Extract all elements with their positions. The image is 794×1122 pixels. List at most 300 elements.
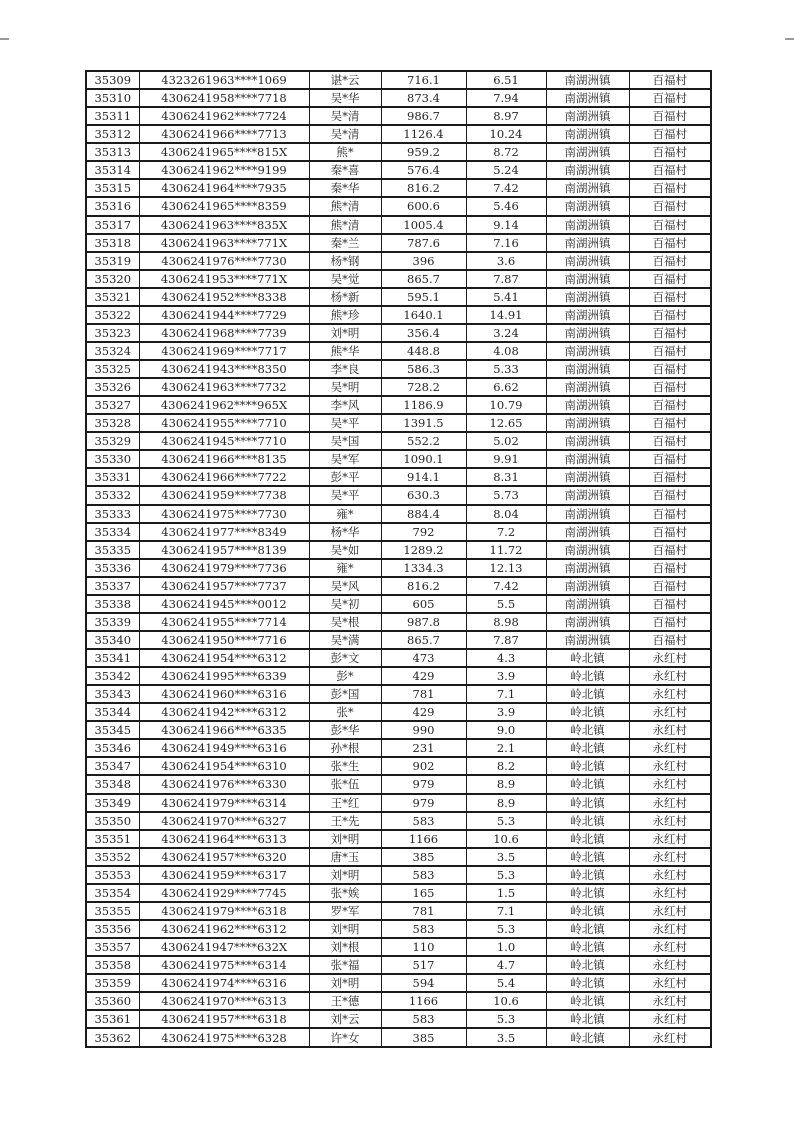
cell-rate: 7.87 xyxy=(466,270,546,288)
cell-id-number: 4306241979****7736 xyxy=(139,559,309,577)
table-row xyxy=(86,866,711,884)
cell-name: 吴*满 xyxy=(309,631,381,649)
cell-name: 吴*华 xyxy=(309,89,381,107)
cell-village: 百福村 xyxy=(629,89,711,107)
table-row xyxy=(86,378,711,396)
cell-rate: 7.2 xyxy=(466,523,546,541)
cell-town: 南湖洲镇 xyxy=(546,324,629,342)
cell-amount: 781 xyxy=(381,902,466,920)
cell-serial: 35354 xyxy=(86,884,139,902)
cell-village: 永红村 xyxy=(629,649,711,667)
cell-town: 岭北镇 xyxy=(546,775,629,793)
cell-name: 刘*云 xyxy=(309,1010,381,1028)
cell-serial: 35316 xyxy=(86,197,139,215)
cell-name: 杨*华 xyxy=(309,523,381,541)
cell-village: 永红村 xyxy=(629,866,711,884)
cell-name: 罗*军 xyxy=(309,902,381,920)
table-row xyxy=(86,396,711,414)
cell-serial: 35327 xyxy=(86,396,139,414)
cell-rate: 3.24 xyxy=(466,324,546,342)
cell-name: 刘*根 xyxy=(309,938,381,956)
cell-serial: 35332 xyxy=(86,486,139,504)
cell-village: 百福村 xyxy=(629,360,711,378)
cell-amount: 583 xyxy=(381,920,466,938)
cell-town: 南湖洲镇 xyxy=(546,577,629,595)
cell-id-number: 4306241959****7738 xyxy=(139,486,309,504)
cell-id-number: 4306241963****7732 xyxy=(139,378,309,396)
cell-amount: 356.4 xyxy=(381,324,466,342)
table-row xyxy=(86,956,711,974)
cell-village: 永红村 xyxy=(629,992,711,1010)
cell-village: 百福村 xyxy=(629,432,711,450)
cell-rate: 8.31 xyxy=(466,468,546,486)
cell-id-number: 4306241965****8359 xyxy=(139,197,309,215)
cell-amount: 902 xyxy=(381,757,466,775)
cell-name: 张*福 xyxy=(309,956,381,974)
cell-amount: 429 xyxy=(381,667,466,685)
cell-town: 岭北镇 xyxy=(546,902,629,920)
table-row xyxy=(86,486,711,504)
cell-id-number: 4306241950****7716 xyxy=(139,631,309,649)
cell-id-number: 4306241963****771X xyxy=(139,234,309,252)
cell-town: 南湖洲镇 xyxy=(546,559,629,577)
table-row xyxy=(86,216,711,234)
cell-serial: 35321 xyxy=(86,288,139,306)
cell-rate: 8.9 xyxy=(466,775,546,793)
cell-amount: 552.2 xyxy=(381,432,466,450)
cell-name: 李*良 xyxy=(309,360,381,378)
cell-town: 南湖洲镇 xyxy=(546,89,629,107)
cell-id-number: 4306241979****6314 xyxy=(139,794,309,812)
cell-id-number: 4306241949****6316 xyxy=(139,739,309,757)
cell-id-number: 4306241944****7729 xyxy=(139,306,309,324)
cell-id-number: 4306241962****9199 xyxy=(139,161,309,179)
cell-serial: 35312 xyxy=(86,125,139,143)
cell-serial: 35341 xyxy=(86,649,139,667)
cell-rate: 7.16 xyxy=(466,234,546,252)
cell-serial: 35319 xyxy=(86,252,139,270)
table-row xyxy=(86,71,711,89)
cell-id-number: 4306241957****7737 xyxy=(139,577,309,595)
cell-village: 百福村 xyxy=(629,486,711,504)
cell-town: 岭北镇 xyxy=(546,1010,629,1028)
cell-serial: 35355 xyxy=(86,902,139,920)
cell-amount: 583 xyxy=(381,1010,466,1028)
table-row xyxy=(86,342,711,360)
cell-id-number: 4306241966****7722 xyxy=(139,468,309,486)
cell-rate: 8.04 xyxy=(466,505,546,523)
cell-serial: 35330 xyxy=(86,450,139,468)
cell-village: 百福村 xyxy=(629,505,711,523)
cell-id-number: 4306241942****6312 xyxy=(139,703,309,721)
cell-rate: 8.72 xyxy=(466,143,546,161)
cell-rate: 9.14 xyxy=(466,216,546,234)
cell-town: 岭北镇 xyxy=(546,830,629,848)
cell-id-number: 4306241975****6314 xyxy=(139,956,309,974)
cell-rate: 3.6 xyxy=(466,252,546,270)
cell-serial: 35310 xyxy=(86,89,139,107)
cell-amount: 231 xyxy=(381,739,466,757)
cell-name: 吴*根 xyxy=(309,613,381,631)
cell-town: 岭北镇 xyxy=(546,703,629,721)
cell-village: 百福村 xyxy=(629,71,711,89)
cell-town: 南湖洲镇 xyxy=(546,378,629,396)
cell-town: 南湖洲镇 xyxy=(546,450,629,468)
cell-town: 南湖洲镇 xyxy=(546,197,629,215)
cell-id-number: 4306241955****7714 xyxy=(139,613,309,631)
cell-id-number: 4306241964****7935 xyxy=(139,179,309,197)
cell-rate: 7.87 xyxy=(466,631,546,649)
cell-amount: 517 xyxy=(381,956,466,974)
cell-amount: 716.1 xyxy=(381,71,466,89)
cell-amount: 979 xyxy=(381,775,466,793)
table-row xyxy=(86,234,711,252)
cell-rate: 4.7 xyxy=(466,956,546,974)
cell-village: 百福村 xyxy=(629,306,711,324)
cell-rate: 5.3 xyxy=(466,920,546,938)
table-row xyxy=(86,197,711,215)
cell-serial: 35338 xyxy=(86,595,139,613)
cell-town: 南湖洲镇 xyxy=(546,631,629,649)
cell-serial: 35350 xyxy=(86,812,139,830)
cell-serial: 35362 xyxy=(86,1028,139,1047)
cell-village: 百福村 xyxy=(629,523,711,541)
cell-name: 吴*清 xyxy=(309,107,381,125)
cell-town: 岭北镇 xyxy=(546,649,629,667)
cell-village: 永红村 xyxy=(629,938,711,956)
cell-rate: 7.42 xyxy=(466,179,546,197)
cell-amount: 385 xyxy=(381,848,466,866)
cell-name: 吴*初 xyxy=(309,595,381,613)
cell-id-number: 4306241959****6317 xyxy=(139,866,309,884)
cell-serial: 35325 xyxy=(86,360,139,378)
cell-amount: 816.2 xyxy=(381,179,466,197)
cell-serial: 35324 xyxy=(86,342,139,360)
cell-name: 王*德 xyxy=(309,992,381,1010)
cell-town: 南湖洲镇 xyxy=(546,288,629,306)
cell-village: 百福村 xyxy=(629,234,711,252)
cell-amount: 473 xyxy=(381,649,466,667)
cell-town: 岭北镇 xyxy=(546,757,629,775)
cell-town: 南湖洲镇 xyxy=(546,143,629,161)
cell-village: 百福村 xyxy=(629,125,711,143)
cell-amount: 987.8 xyxy=(381,613,466,631)
cell-amount: 1090.1 xyxy=(381,450,466,468)
cell-rate: 5.4 xyxy=(466,974,546,992)
cell-town: 南湖洲镇 xyxy=(546,216,629,234)
cell-village: 永红村 xyxy=(629,1010,711,1028)
cell-amount: 165 xyxy=(381,884,466,902)
cell-town: 岭北镇 xyxy=(546,956,629,974)
cell-id-number: 4306241964****6313 xyxy=(139,830,309,848)
table-row xyxy=(86,143,711,161)
cell-rate: 5.33 xyxy=(466,360,546,378)
cell-rate: 12.13 xyxy=(466,559,546,577)
cell-id-number: 4306241953****771X xyxy=(139,270,309,288)
cell-amount: 787.6 xyxy=(381,234,466,252)
cell-name: 王*红 xyxy=(309,794,381,812)
table-row xyxy=(86,1010,711,1028)
cell-rate: 5.41 xyxy=(466,288,546,306)
table-row xyxy=(86,468,711,486)
cell-name: 谌*云 xyxy=(309,71,381,89)
cell-id-number: 4323261963****1069 xyxy=(139,71,309,89)
cell-serial: 35356 xyxy=(86,920,139,938)
cell-town: 岭北镇 xyxy=(546,812,629,830)
cell-town: 岭北镇 xyxy=(546,1028,629,1047)
cell-village: 百福村 xyxy=(629,559,711,577)
roster-table xyxy=(85,70,712,1048)
table-row xyxy=(86,794,711,812)
cell-rate: 9.0 xyxy=(466,721,546,739)
cell-village: 百福村 xyxy=(629,197,711,215)
cell-name: 刘*明 xyxy=(309,830,381,848)
table-row xyxy=(86,432,711,450)
table-row xyxy=(86,450,711,468)
cell-town: 南湖洲镇 xyxy=(546,396,629,414)
cell-town: 岭北镇 xyxy=(546,739,629,757)
cell-village: 永红村 xyxy=(629,1028,711,1047)
cell-id-number: 4306241975****6328 xyxy=(139,1028,309,1047)
cell-serial: 35351 xyxy=(86,830,139,848)
cell-village: 百福村 xyxy=(629,270,711,288)
cell-serial: 35361 xyxy=(86,1010,139,1028)
cell-town: 南湖洲镇 xyxy=(546,468,629,486)
table-row xyxy=(86,523,711,541)
cell-rate: 8.9 xyxy=(466,794,546,812)
table-row xyxy=(86,992,711,1010)
cell-name: 彭*文 xyxy=(309,649,381,667)
cell-village: 百福村 xyxy=(629,107,711,125)
cell-serial: 35343 xyxy=(86,685,139,703)
cell-village: 百福村 xyxy=(629,450,711,468)
table-row xyxy=(86,920,711,938)
cell-serial: 35323 xyxy=(86,324,139,342)
cell-serial: 35342 xyxy=(86,667,139,685)
cell-amount: 865.7 xyxy=(381,270,466,288)
cell-id-number: 4306241966****6335 xyxy=(139,721,309,739)
cell-id-number: 4306241954****6312 xyxy=(139,649,309,667)
table-row xyxy=(86,1028,711,1047)
cell-id-number: 4306241947****632X xyxy=(139,938,309,956)
cell-name: 彭* xyxy=(309,667,381,685)
cell-rate: 5.5 xyxy=(466,595,546,613)
cell-amount: 1005.4 xyxy=(381,216,466,234)
cell-town: 南湖洲镇 xyxy=(546,595,629,613)
cell-village: 永红村 xyxy=(629,974,711,992)
cell-name: 雍* xyxy=(309,505,381,523)
table-row xyxy=(86,848,711,866)
cell-village: 永红村 xyxy=(629,739,711,757)
cell-village: 永红村 xyxy=(629,830,711,848)
cell-rate: 14.91 xyxy=(466,306,546,324)
cell-id-number: 4306241945****0012 xyxy=(139,595,309,613)
left-edge-mark xyxy=(0,38,9,40)
cell-name: 吴*觉 xyxy=(309,270,381,288)
cell-village: 百福村 xyxy=(629,613,711,631)
cell-rate: 10.6 xyxy=(466,992,546,1010)
cell-name: 吴*如 xyxy=(309,541,381,559)
cell-amount: 630.3 xyxy=(381,486,466,504)
cell-amount: 600.6 xyxy=(381,197,466,215)
table-row xyxy=(86,541,711,559)
cell-rate: 3.5 xyxy=(466,848,546,866)
cell-amount: 586.3 xyxy=(381,360,466,378)
cell-rate: 8.97 xyxy=(466,107,546,125)
cell-name: 吴*风 xyxy=(309,577,381,595)
cell-village: 永红村 xyxy=(629,721,711,739)
cell-amount: 583 xyxy=(381,812,466,830)
cell-town: 岭北镇 xyxy=(546,884,629,902)
table-row xyxy=(86,685,711,703)
table-row xyxy=(86,179,711,197)
cell-village: 永红村 xyxy=(629,775,711,793)
cell-serial: 35349 xyxy=(86,794,139,812)
table-row xyxy=(86,324,711,342)
cell-amount: 110 xyxy=(381,938,466,956)
cell-id-number: 4306241965****815X xyxy=(139,143,309,161)
cell-rate: 3.9 xyxy=(466,667,546,685)
table-row xyxy=(86,270,711,288)
cell-rate: 8.98 xyxy=(466,613,546,631)
cell-town: 南湖洲镇 xyxy=(546,179,629,197)
cell-town: 岭北镇 xyxy=(546,848,629,866)
right-edge-mark xyxy=(785,38,794,40)
cell-name: 刘*明 xyxy=(309,920,381,938)
cell-rate: 5.3 xyxy=(466,1010,546,1028)
cell-village: 永红村 xyxy=(629,956,711,974)
cell-id-number: 4306241968****7739 xyxy=(139,324,309,342)
cell-serial: 35320 xyxy=(86,270,139,288)
cell-name: 秦*兰 xyxy=(309,234,381,252)
cell-village: 百福村 xyxy=(629,541,711,559)
cell-town: 南湖洲镇 xyxy=(546,505,629,523)
cell-town: 南湖洲镇 xyxy=(546,107,629,125)
cell-village: 永红村 xyxy=(629,794,711,812)
cell-rate: 5.24 xyxy=(466,161,546,179)
table-row xyxy=(86,631,711,649)
cell-amount: 1166 xyxy=(381,830,466,848)
cell-town: 岭北镇 xyxy=(546,992,629,1010)
cell-rate: 10.24 xyxy=(466,125,546,143)
cell-id-number: 4306241977****8349 xyxy=(139,523,309,541)
table-row xyxy=(86,739,711,757)
table-row xyxy=(86,613,711,631)
cell-amount: 990 xyxy=(381,721,466,739)
cell-id-number: 4306241929****7745 xyxy=(139,884,309,902)
cell-serial: 35317 xyxy=(86,216,139,234)
cell-rate: 5.02 xyxy=(466,432,546,450)
table-row xyxy=(86,703,711,721)
cell-rate: 5.3 xyxy=(466,866,546,884)
cell-amount: 1640.1 xyxy=(381,306,466,324)
cell-village: 百福村 xyxy=(629,396,711,414)
cell-village: 永红村 xyxy=(629,920,711,938)
cell-name: 吴*清 xyxy=(309,125,381,143)
cell-rate: 7.42 xyxy=(466,577,546,595)
cell-village: 百福村 xyxy=(629,324,711,342)
cell-serial: 35360 xyxy=(86,992,139,1010)
cell-name: 秦*华 xyxy=(309,179,381,197)
table-body xyxy=(86,71,711,1047)
cell-town: 南湖洲镇 xyxy=(546,414,629,432)
cell-id-number: 4306241963****835X xyxy=(139,216,309,234)
cell-amount: 1186.9 xyxy=(381,396,466,414)
cell-town: 南湖洲镇 xyxy=(546,541,629,559)
cell-rate: 8.2 xyxy=(466,757,546,775)
cell-name: 刘*明 xyxy=(309,974,381,992)
cell-id-number: 4306241976****7730 xyxy=(139,252,309,270)
cell-serial: 35333 xyxy=(86,505,139,523)
cell-village: 百福村 xyxy=(629,631,711,649)
cell-id-number: 4306241970****6313 xyxy=(139,992,309,1010)
table-row xyxy=(86,902,711,920)
table-row xyxy=(86,107,711,125)
cell-id-number: 4306241979****6318 xyxy=(139,902,309,920)
cell-town: 南湖洲镇 xyxy=(546,71,629,89)
cell-serial: 35340 xyxy=(86,631,139,649)
cell-serial: 35334 xyxy=(86,523,139,541)
cell-village: 百福村 xyxy=(629,143,711,161)
cell-town: 南湖洲镇 xyxy=(546,613,629,631)
cell-name: 杨*钢 xyxy=(309,252,381,270)
cell-town: 岭北镇 xyxy=(546,920,629,938)
cell-town: 岭北镇 xyxy=(546,685,629,703)
cell-name: 唐*玉 xyxy=(309,848,381,866)
cell-amount: 595.1 xyxy=(381,288,466,306)
cell-village: 百福村 xyxy=(629,179,711,197)
cell-rate: 5.3 xyxy=(466,812,546,830)
cell-serial: 35329 xyxy=(86,432,139,450)
table-row xyxy=(86,252,711,270)
cell-village: 百福村 xyxy=(629,342,711,360)
cell-id-number: 4306241960****6316 xyxy=(139,685,309,703)
table-row xyxy=(86,667,711,685)
cell-rate: 4.08 xyxy=(466,342,546,360)
cell-town: 南湖洲镇 xyxy=(546,523,629,541)
cell-amount: 865.7 xyxy=(381,631,466,649)
cell-town: 岭北镇 xyxy=(546,721,629,739)
cell-rate: 6.62 xyxy=(466,378,546,396)
cell-name: 秦*喜 xyxy=(309,161,381,179)
cell-id-number: 4306241957****8139 xyxy=(139,541,309,559)
cell-town: 南湖洲镇 xyxy=(546,125,629,143)
cell-name: 彭*平 xyxy=(309,468,381,486)
table-row xyxy=(86,161,711,179)
cell-amount: 914.1 xyxy=(381,468,466,486)
cell-amount: 873.4 xyxy=(381,89,466,107)
cell-serial: 35352 xyxy=(86,848,139,866)
cell-id-number: 4306241957****6320 xyxy=(139,848,309,866)
cell-name: 刘*明 xyxy=(309,866,381,884)
cell-serial: 35322 xyxy=(86,306,139,324)
cell-name: 熊*清 xyxy=(309,216,381,234)
cell-rate: 7.1 xyxy=(466,685,546,703)
cell-village: 永红村 xyxy=(629,703,711,721)
cell-id-number: 4306241995****6339 xyxy=(139,667,309,685)
cell-id-number: 4306241975****7730 xyxy=(139,505,309,523)
cell-town: 南湖洲镇 xyxy=(546,342,629,360)
cell-village: 百福村 xyxy=(629,378,711,396)
cell-town: 岭北镇 xyxy=(546,794,629,812)
cell-rate: 3.5 xyxy=(466,1028,546,1047)
cell-serial: 35315 xyxy=(86,179,139,197)
cell-village: 百福村 xyxy=(629,288,711,306)
cell-town: 南湖洲镇 xyxy=(546,432,629,450)
cell-name: 彭*国 xyxy=(309,685,381,703)
cell-name: 王*先 xyxy=(309,812,381,830)
cell-amount: 583 xyxy=(381,866,466,884)
